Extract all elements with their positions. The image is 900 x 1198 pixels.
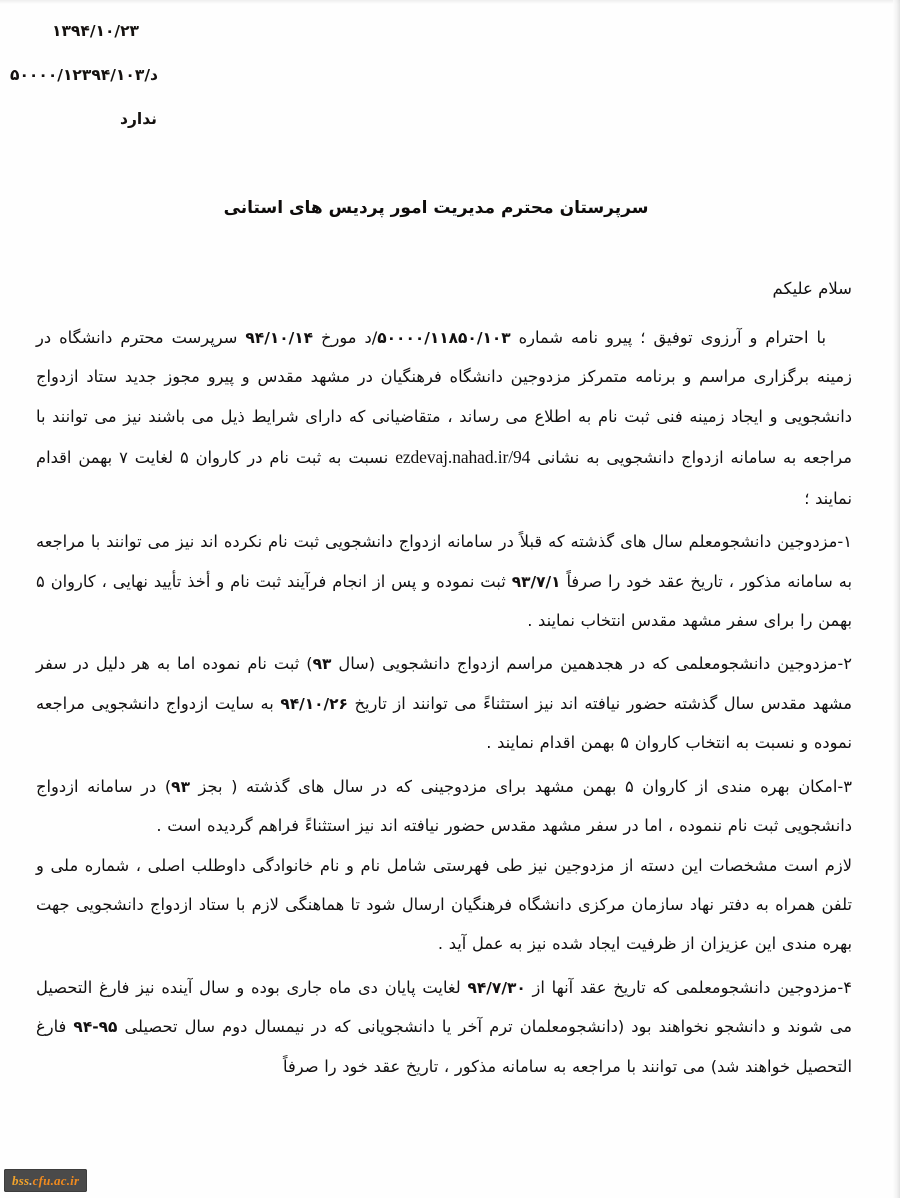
letter-body <box>36 318 852 1090</box>
watermark-suffix: cfu.ac.ir <box>32 1173 80 1188</box>
item1-text-b: ثبت نموده و پس از انجام فرآیند ثبت نام و أخذ تأیید نهایی ، کاروان ۵ بهمن را برای سفر مشهد مقدس انتخاب نمایند . <box>36 571 852 630</box>
item2-text-b: ) ثبت نام نموده اما به هر دلیل در سفر مشهد مقدس سال گذشته حضور نیافته اند نیز استثناءً می توانند از تاریخ <box>36 654 852 713</box>
paragraph-item-2 <box>36 644 852 762</box>
intro-text-d: نسبت به ثبت نام در کاروان ۵ لغایت ۷ بهمن اقدام نمایند ؛ <box>36 448 852 508</box>
intro-text-a: با احترام و آرزوی توفیق ؛ پیرو نامه شماره <box>510 328 826 347</box>
item1-text-a: ۱-مزدوجین دانشجومعلم سال های گذشته که قبلاً در سامانه ازدواج دانشجویی ثبت نام نکرده اند نیز می توانند با مراجعه به سامانه مذکور ، تاریخ عقد خود را صرفاً <box>36 532 852 591</box>
item2-year: ۹۳ <box>312 655 332 674</box>
paragraph-item-3 <box>36 767 852 846</box>
item2-start-date: ۹۴/۱۰/۲۶ <box>280 694 348 713</box>
item4-text-c: فارغ التحصیل خواهند شد) می توانند با مراجعه به سامانه مذکور ، تاریخ عقد خود را صرفاً <box>36 1017 852 1076</box>
recipient-block <box>42 198 852 218</box>
item4-text-a: ۴-مزدوجین دانشجومعلمی که تاریخ عقد آنها از <box>525 977 852 997</box>
letter-date: ۱۳۹۴/۱۰/۲۳ <box>52 22 140 40</box>
scan-edge-right <box>893 0 900 1198</box>
letterhead-meta <box>0 22 360 128</box>
item4-text-b: لغایت پایان دی ماه جاری بوده و سال آینده نیز فارغ التحصیل می شوند و دانشجو نخواهند بود (دانشجومعلمان ترم آخر یا دانشجویانی که در نیمسال دوم سال تحصیلی <box>36 977 852 1037</box>
intro-text-b: /د مورخ <box>313 328 378 347</box>
salutation: سلام علیکم <box>772 279 852 298</box>
letter-reference-number: د/۵۰۰۰۰/۱۲۳۹۴/۱۰۳ <box>10 66 158 84</box>
paragraph-item-3-note <box>36 846 852 964</box>
recipient-title: سرپرستان محترم مدیریت امور پردیس های استانی <box>223 198 649 218</box>
paragraph-item-1 <box>36 522 852 640</box>
watermark-prefix: bss <box>12 1173 30 1188</box>
scan-edge-top <box>0 0 900 4</box>
paragraph-intro <box>36 318 852 518</box>
item3-text-a: ۳-امکان بهره مندی از کاروان ۵ بهمن مشهد برای مزدوجینی که در سال های گذشته ( بجز <box>189 776 852 796</box>
site-watermark-badge <box>4 1169 87 1192</box>
watermark-separator: . <box>29 1173 33 1188</box>
item2-text-a: ۲-مزدوجین دانشجومعلمی که در هجدهمین مراسم ازدواج دانشجویی (سال <box>331 654 852 674</box>
paragraph-item-4 <box>36 968 852 1086</box>
intro-reference-date: ۹۴/۱۰/۱۴ <box>245 329 314 347</box>
letter-attachment: ندارد <box>120 110 157 128</box>
item3-text-b: ) در سامانه ازدواج دانشجویی ثبت نام ننموده ، اما در سفر مشهد مقدس حضور نیافته اند نیز استثناءً فراهم گردیده است . <box>36 776 852 836</box>
item1-contract-date: ۹۳/۷/۱ <box>511 572 561 591</box>
intro-text-c: سرپرست محترم دانشگاه در زمینه برگزاری مراسم و برنامه متمرکز مزدوجین دانشگاه فرهنگیان در مشهد مقدس و پیرو مجوز جدید ستاد ازدواج دانشجویی و ایجاد زمینه فنی ثبت نام به اطلاع می رساند ، متقاضیانی که دارای شرایط ذیل می باشند نیز می توانند با مراجعه به سامانه ازدواج دانشجویی به نشانی <box>36 328 853 468</box>
registration-url[interactable]: ezdevaj.nahad.ir/94 <box>395 447 531 468</box>
item2-text-c: به سایت ازدواج دانشجویی مراجعه نموده و نسبت به انتخاب کاروان ۵ بهمن اقدام نمایند . <box>36 693 852 753</box>
item3-year: ۹۳ <box>171 777 190 796</box>
item4-academic-year: ۹۴-۹۵ <box>73 1018 118 1037</box>
item4-contract-date: ۹۴/۷/۳۰ <box>467 978 526 997</box>
intro-reference-number: ۵۰۰۰۰/۱۱۸۵۰/۱۰۳ <box>377 329 511 347</box>
item3-note-text: لازم است مشخصات این دسته از مزدوجین نیز طی فهرستی شامل نام و نام خانوادگی داوطلب اصلی ، شماره ملی و تلفن همراه به دفتر نهاد سازمان مرکزی دانشگاه فرهنگیان ارسال شود تا هماهنگی لازم با ستاد ازدواج دانشجویی جهت بهره مندی این عزیزان از ظرفیت ایجاد شده نیز به عمل آید . <box>36 855 852 954</box>
